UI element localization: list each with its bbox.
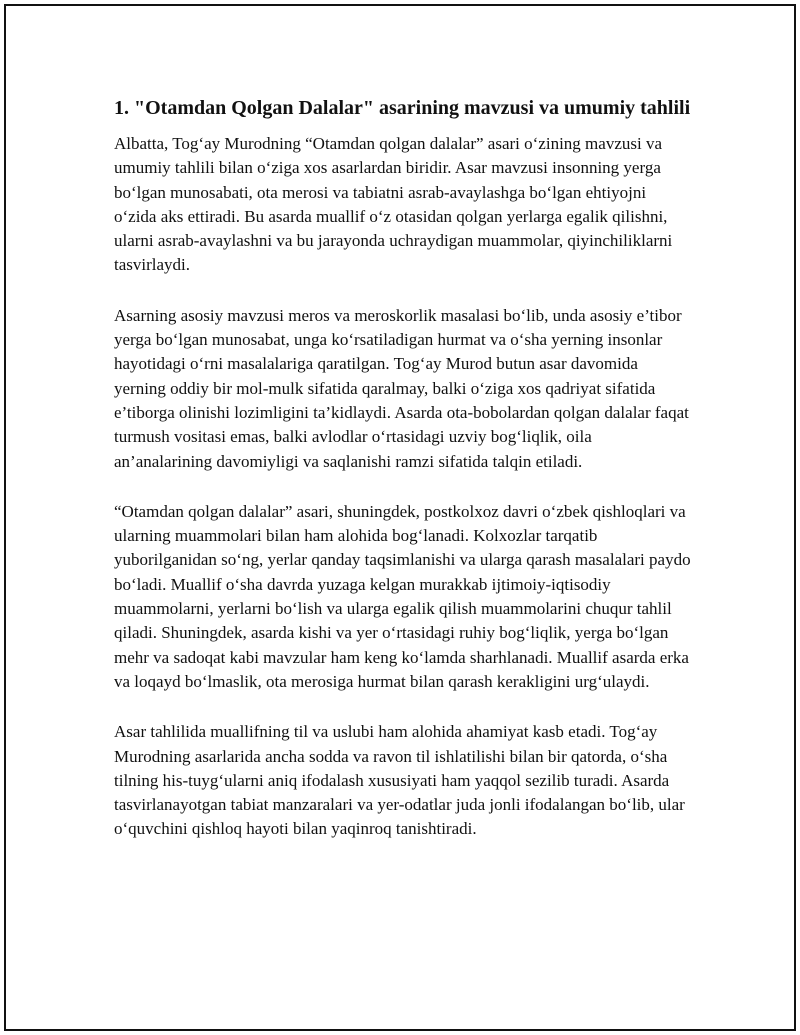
document-body <box>114 94 692 868</box>
paragraph-1: Albatta, Tog‘ay Murodning “Otamdan qolgan dalalar” asari o‘zining mavzusi va umumiy tahlili bilan o‘ziga xos asarlardan biridir. Asar mavzusi insonning yerga bo‘lgan munosabati, ota merosi va tabiatni asrab-avaylashga bo‘lgan ehtiyojni o‘zida aks ettiradi. Bu asarda muallif o‘z otasidan qolgan yerlarga egalik qilishni, ularni asrab-avaylashni va bu jarayonda uchraydigan muammolar, qiyinchiliklarni tasvirlaydi. <box>114 134 673 275</box>
paragraph-2: Asarning asosiy mavzusi meros va meroskorlik masalasi bo‘lib, unda asosiy e’tibor yerga bo‘lgan munosabat, unga ko‘rsatiladigan hurmat va o‘sha yerning insonlar hayotidagi o‘rni masalalariga qaratilgan. Tog‘ay Murod butun asar davomida yerning oddiy bir mol-mulk sifatida qaralmay, balki o‘ziga xos qadriyat sifatida e’tiborga olinishi lozimligini ta’kidlaydi. Asarda ota-bobolardan qolgan dalalar faqat turmush vositasi emas, balki avlodlar o‘rtasidagi uzviy bog‘liqlik, oila an’analarining davomiyligi va saqlanishi ramzi sifatida talqin etiladi. <box>114 305 689 471</box>
section-title: 1. "Otamdan Qolgan Dalalar" asarining mavzusi va umumiy tahlili <box>114 97 691 119</box>
paragraph-3: “Otamdan qolgan dalalar” asari, shuningdek, postkolxoz davri o‘zbek qishloqlari va ularning muammolari bilan ham alohida bog‘lanadi. Kolxozlar tarqatib yuborilganidan so‘ng, yerlar qanday taqsimlanishi va ularga qarash masalalari paydo bo‘ladi. Muallif o‘sha davrda yuzaga kelgan murakkab ijtimoiy-iqtisodiy muammolarni, yerlarni bo‘lish va ularga egalik qilish muammolarini chuqur tahlil qiladi. Shuningdek, asarda kishi va yer o‘rtasidagi ruhiy bog‘liqlik, yerga bo‘lgan mehr va sadoqat kabi mavzular ham keng ko‘lamda sharhlanadi. Muallif asarda erka va loqayd bo‘lmaslik, ota merosiga hurmat bilan qarash kerakligini urg‘ulaydi. <box>114 501 691 691</box>
paragraph-4: Asar tahlilida muallifning til va uslubi ham alohida ahamiyat kasb etadi. Tog‘ay Murodning asarlarida ancha sodda va ravon til ishlatilishi bilan bir qatorda, o‘sha tilning his-tuyg‘ularni aniq ifodalash xususiyati ham yaqqol sezilib turadi. Asarda tasvirlanayotgan tabiat manzaralari va yer-odatlar juda jonli ifodalangan bo‘lib, ular o‘quvchini qishloq hayoti bilan yaqinroq tanishtiradi. <box>114 722 685 839</box>
